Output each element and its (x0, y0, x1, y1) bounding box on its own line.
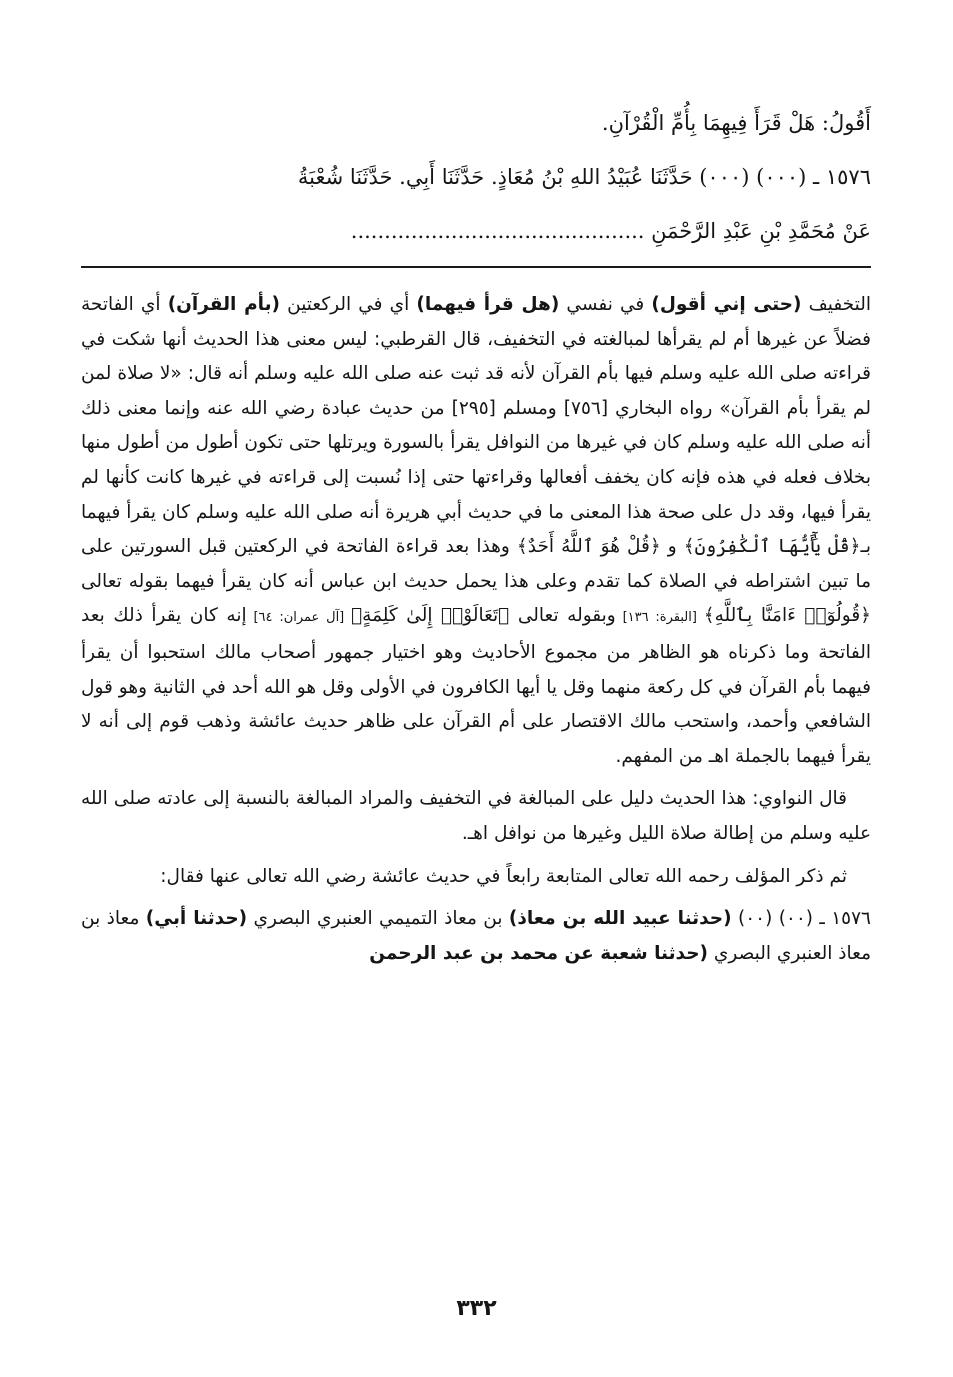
quran-verse: ﴿تَعَالَوْا۟ إِلَىٰ كَلِمَةٍ﴾ (351, 605, 510, 627)
text-run: معاذ بن معاذ العنبري البصري (81, 908, 871, 964)
text-run: في نفسي (559, 294, 652, 315)
hadith-line-2: ١٥٧٦ ـ (٠٠٠) (٠٠٠) حَدَّثَنَا عُبَيْدُ اللهِ بْنُ مُعَاذٍ. حَدَّثَنَا أَبِي. حَدَّثَنَا شُعْبَةُ (297, 165, 871, 189)
quoted-phrase: (حتى إني أقول) (651, 294, 802, 315)
hadith-line-3: عَنْ مُحَمَّدِ بْنِ عَبْدِ الرَّحْمَنِ ............................................ (350, 219, 871, 243)
commentary-paragraph-4 (81, 902, 871, 971)
commentary-paragraph-1 (81, 288, 871, 774)
commentary-paragraph-3: ثم ذكر المؤلف رحمه الله تعالى المتابعة رابعاً في حديث عائشة رضي الله تعالى عنها فقال: (160, 865, 847, 887)
quoted-phrase: (هل قرأ فيهما) (416, 294, 560, 315)
text-run: إنه كان يقرأ ذلك بعد الفاتحة وما ذكرناه هو الظاهر من مجموع الأحاديث وهو اختيار جمهور أصحاب مالك استحبوا أن يقرأ فيهما بأم القرآن في كل ركعة منهما وقل يا أيها الكافرون في الأولى وقل هو الله أحد في الثانية وهو قول الشافعي وأحمد، واستحب مالك الاقتصار على أم القرآن على ظاهر حديث عائشة وذهب قوم إلى أنه لا يقرأ فيهما بالجملة اهـ من المفهم. (81, 605, 871, 767)
quoted-phrase: (حدثنا عبيد الله بن معاذ) (508, 908, 732, 930)
quran-verse: ﴿قُولُوٓا۟ ءَامَنَّا بِٱللَّهِ﴾ (703, 605, 872, 627)
text-run: التخفيف (801, 294, 871, 315)
page-number: ٣٣٢ (456, 1296, 497, 1321)
quoted-phrase: (بأم القرآن) (167, 294, 280, 315)
text-run: و (660, 536, 684, 558)
text-run: بن معاذ التميمي العنبري البصري (247, 908, 509, 930)
section-divider (81, 266, 871, 268)
verse-reference: [آل عمران: ٦٤] (246, 610, 352, 626)
hadith-text-block (81, 96, 871, 258)
quoted-phrase: (حدثنا أبي) (145, 908, 248, 930)
hadith-line-1: أَقُولُ: هَلْ قَرَأَ فِيهِمَا بِأُمِّ الْقُرْآنِ. (601, 111, 871, 135)
text-run: ١٥٧٦ ـ (٠٠) (٠٠) (731, 908, 871, 930)
commentary-block (81, 288, 871, 979)
text-run: أي الفاتحة فضلاً عن غيرها أم لم يقرأها لمبالغته في التخفيف، قال القرطبي: ليس معنى هذا الحديث أنها شكت في قراءته صلى الله عليه وسلم فيها بأم القرآن لأنه قد ثبت عنه صلى الله عليه وسلم أنه قال: «لا صلاة لمن لم يقرأ بأم القرآن» رواه البخاري [٧٥٦] ومسلم [٢٩٥] من حديث عبادة رضي الله عنه وإنما معنى ذلك أنه صلى الله عليه وسلم كان في غيرها من النوافل يقرأ بالسورة ويرتلها حتى تكون أطول من أطول منها بخلاف فعله في هذه فإنه كان يخفف أفعالها وقراءتها حتى إذا نُسبت إلى قراءته في غيرها كانت كأنها لم يقرأ فيها، وقد دل على صحة هذا المعنى ما في حديث أبي هريرة أنه صلى الله عليه وسلم كان يقرأ فيهما بـ (81, 294, 872, 558)
quran-verse: ﴿قُلْ هُوَ ٱللَّهُ أَحَدٌ﴾ (516, 536, 661, 558)
commentary-paragraph-2: قال النواوي: هذا الحديث دليل على المبالغة في التخفيف والمراد المبالغة بالنسبة إلى عادته صلى الله عليه وسلم من إطالة صلاة الليل وغيرها من نوافل اهـ. (81, 788, 871, 844)
quran-verse: ﴿قُلْ يَٰٓأَيُّهَا ٱلْكَٰفِرُونَ﴾ (683, 536, 861, 558)
quoted-phrase: (حدثنا شعبة عن محمد بن عبد الرحمن (369, 942, 708, 964)
verse-reference: [البقرة: ١٣٦] (615, 610, 704, 626)
text-run: وبقوله تعالى (509, 605, 616, 627)
text-run: وهذا بعد قراءة الفاتحة في الركعتين قبل السورتين على ما تبين اشتراطه في الصلاة كما تقدم وعلى هذا يحمل حديث ابن عباس أنه كان يقرأ فيهما بقوله تعالى (81, 536, 871, 592)
text-run: أي في الركعتين (280, 294, 417, 315)
